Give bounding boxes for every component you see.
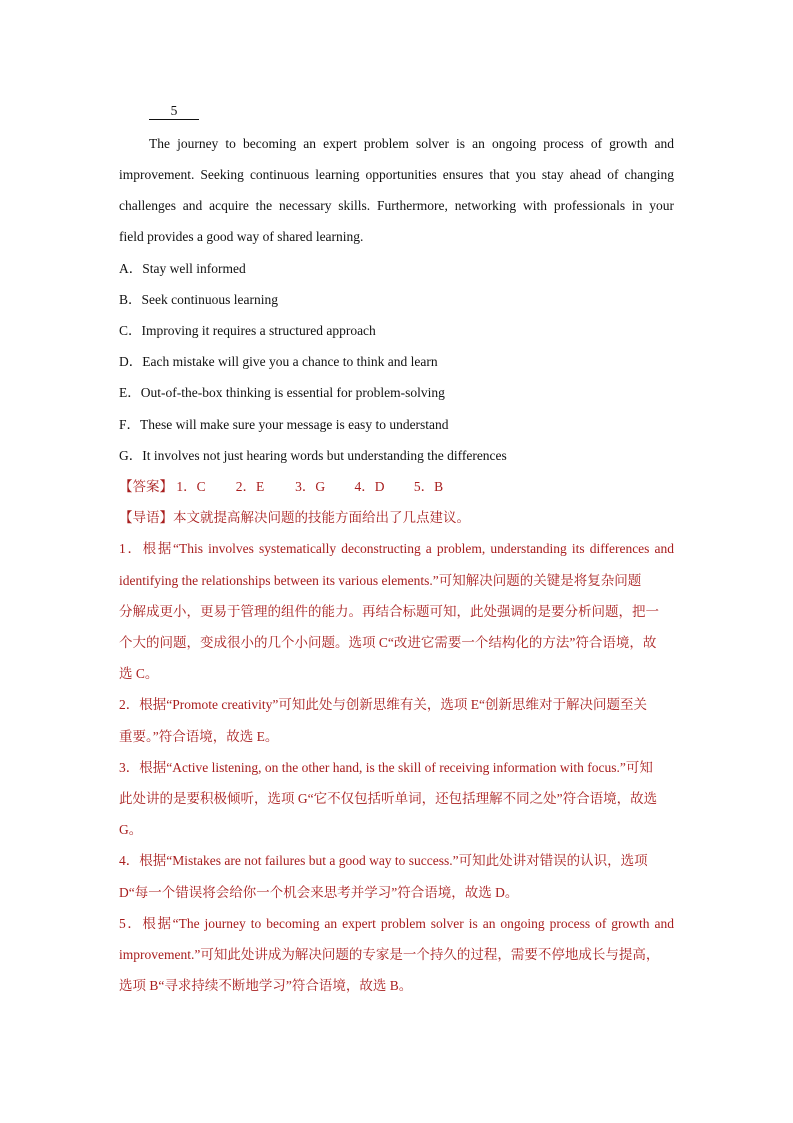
answer-line xyxy=(119,479,674,495)
explanation-line: 2．根据“Promote creativity”可知此处与创新思维有关，选项 E“创新思维对于解决问题至关 xyxy=(119,697,647,712)
option-f: F．These will make sure your message is easy to understand xyxy=(119,417,449,432)
question-number-blank: 5 xyxy=(149,103,199,120)
explanation-line: identifying the relationships between its various elements.”可知解决问题的关键是将复杂问题 xyxy=(119,573,642,588)
answer-item: 2．E xyxy=(235,479,265,494)
explanation-line: 此处讲的是要积极倾听，选项 G“它不仅包括听单词，还包括理解不同之处”符合语境，故选 xyxy=(119,791,658,806)
explanation-line: 3．根据“Active listening, on the other hand, is the skill of receiving information with focus.”可知 xyxy=(119,760,653,775)
answer-item: 3．G xyxy=(295,479,326,494)
option-g: G．It involves not just hearing words but understanding the differences xyxy=(119,448,507,463)
passage-line: field provides a good way of shared learning. xyxy=(119,229,364,244)
explanation-line: 1．根据“This involves systematically deconstructing a problem, understanding its differences and xyxy=(119,541,674,556)
explanation-line: 个大的问题，变成很小的几个小问题。选项 C“改进它需要一个结构化的方法”符合语境，故 xyxy=(119,635,657,650)
explanation-line: improvement.”可知此处讲成为解决问题的专家是一个持久的过程，需要不停地成长与提高， xyxy=(119,947,660,962)
answer-label: 【答案】 xyxy=(119,479,173,494)
guide-label: 【导语】 xyxy=(119,510,173,525)
option-d: D．Each mistake will give you a chance to think and learn xyxy=(119,354,438,369)
explanation-line: D“每一个错误将会给你一个机会来思考并学习”符合语境，故选 D。 xyxy=(119,885,519,900)
option-a: A．Stay well informed xyxy=(119,261,246,276)
passage-line: The journey to becoming an expert problem solver is an ongoing process of growth and xyxy=(149,136,674,151)
explanation-line: 重要。”符合语境，故选 E。 xyxy=(119,729,279,744)
explanation-line: 选项 B“寻求持续不断地学习”符合语境，故选 B。 xyxy=(119,978,413,993)
answer-item: 1．C xyxy=(176,479,206,494)
explanation-line: G。 xyxy=(119,822,143,837)
guide-line xyxy=(119,510,674,526)
explanation-line: 4．根据“Mistakes are not failures but a good way to success.”可知此处讲对错误的认识，选项 xyxy=(119,853,648,868)
passage-line: challenges and acquire the necessary skills. Furthermore, networking with professionals in your xyxy=(119,198,674,213)
answer-item: 4．D xyxy=(354,479,385,494)
explanation-line: 5．根据“The journey to becoming an expert problem solver is an ongoing process of growth and xyxy=(119,916,674,931)
option-b: B．Seek continuous learning xyxy=(119,292,278,307)
explanation-line: 选 C。 xyxy=(119,666,159,681)
explanation-line: 分解成更小，更易于管理的组件的能力。再结合标题可知，此处强调的是要分析问题，把一 xyxy=(119,604,659,619)
guide-text: 本文就提高解决问题的技能方面给出了几点建议。 xyxy=(173,510,470,525)
option-c: C．Improving it requires a structured approach xyxy=(119,323,376,338)
option-e: E．Out-of-the-box thinking is essential for problem-solving xyxy=(119,385,445,400)
answer-item: 5．B xyxy=(413,479,444,494)
passage-line: improvement. Seeking continuous learning opportunities ensures that you stay ahead of changing xyxy=(119,167,674,182)
